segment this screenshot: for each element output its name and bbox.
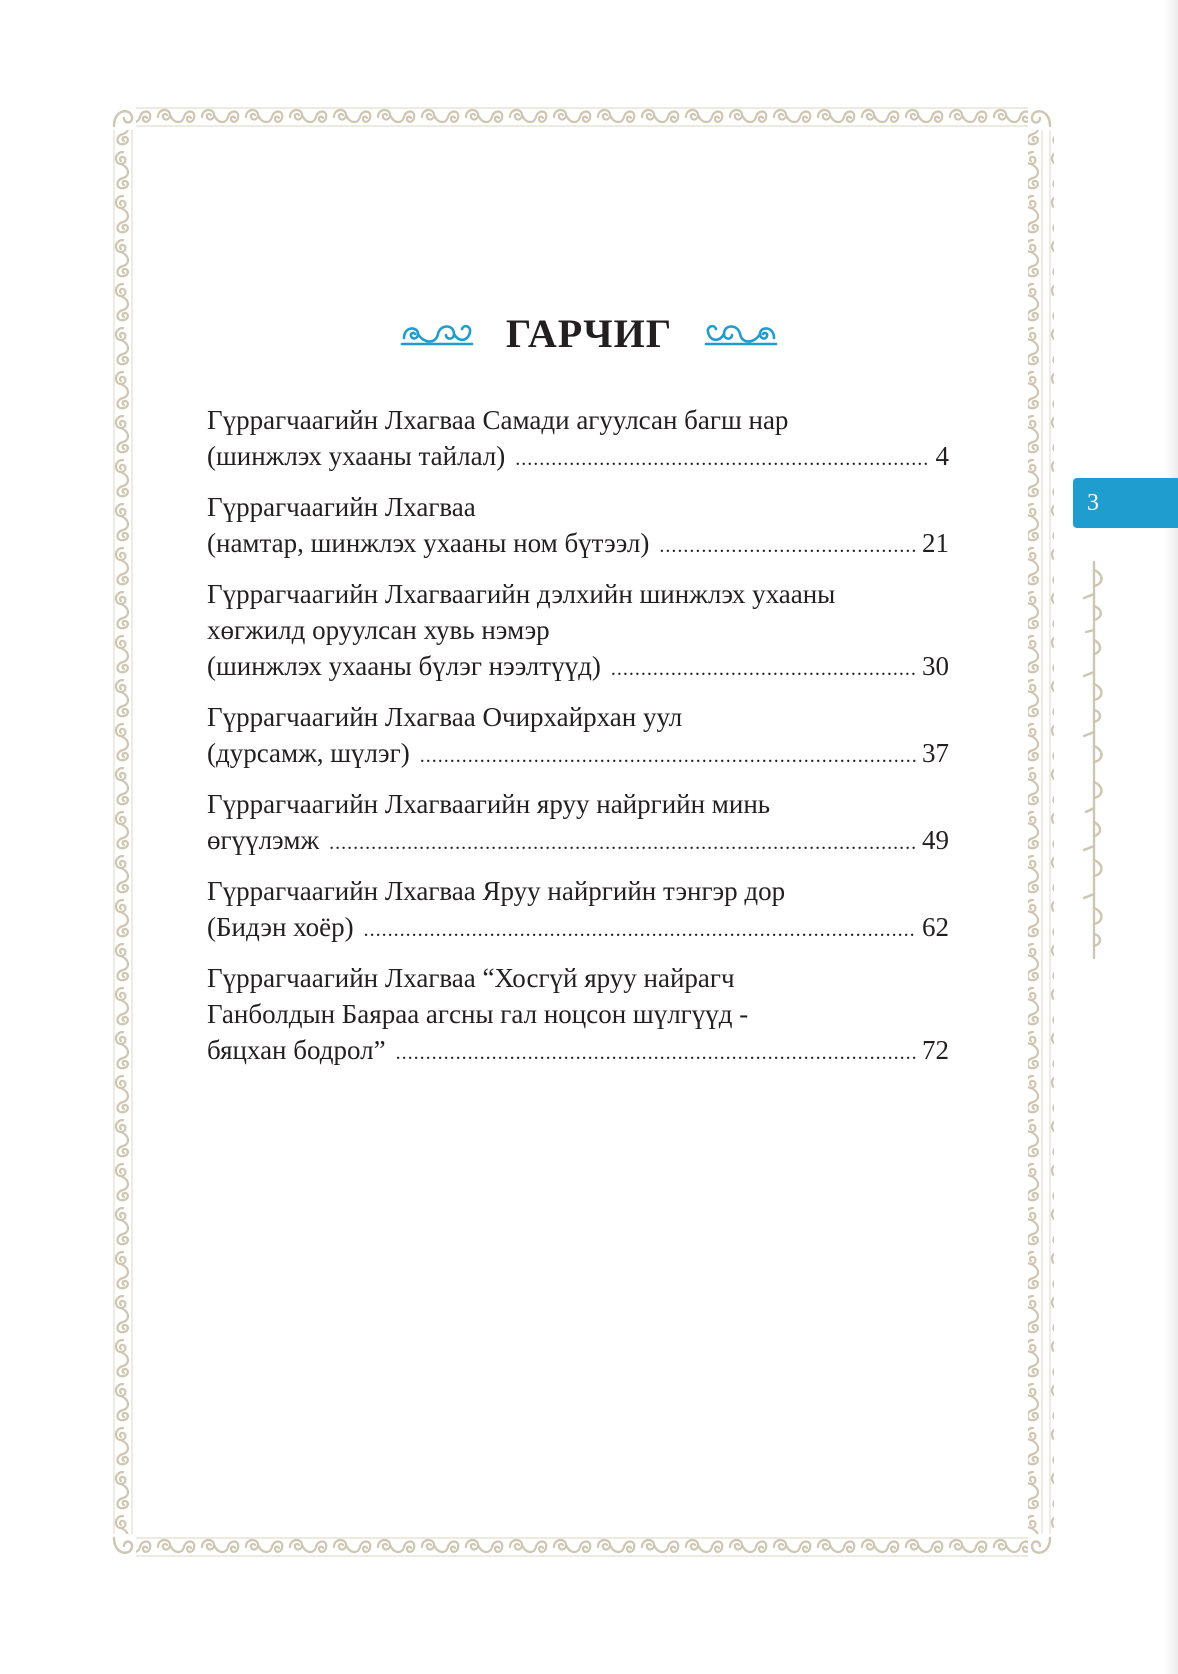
toc-page-number: 37 xyxy=(922,738,949,768)
dot-leader xyxy=(515,441,929,477)
toc-entry-title: Гүррагчаагийн Лхагваа Яруу найргийн тэнгэр дор xyxy=(207,876,786,906)
toc-entry-title: Гүррагчаагийн Лхагваа “Хосгүй яруу найрагч xyxy=(207,963,735,993)
toc-entry[interactable] xyxy=(207,489,949,564)
toc-page-number: 62 xyxy=(922,912,949,942)
toc-entry-subtitle: (шинжлэх ухааны бүлэг нээлтүүд) xyxy=(207,651,601,681)
toc-entry-subtitle: (шинжлэх ухааны тайлал) xyxy=(207,441,506,471)
toc-page-number: 49 xyxy=(922,825,949,855)
toc-entry[interactable] xyxy=(207,576,949,687)
toc-page-number: 4 xyxy=(935,441,949,471)
toc-entry-title: Гүррагчаагийн Лхагваагийн дэлхийн шинжлэх ухааны xyxy=(207,579,836,609)
left-ornament-icon xyxy=(400,318,474,348)
dot-leader xyxy=(611,651,916,687)
toc-entry-subtitle: (Бидэн хоёр) xyxy=(207,912,354,942)
page-number: 3 xyxy=(1087,490,1099,516)
dot-leader xyxy=(396,1035,916,1071)
toc-entry[interactable] xyxy=(207,699,949,774)
dot-leader xyxy=(329,825,916,861)
toc-entry-subtitle: (намтар, шинжлэх ухааны ном бүтээл) xyxy=(207,528,650,558)
dot-leader xyxy=(659,528,916,564)
toc-entry-title-continued: Ганболдын Баяраа агсны гал ноцсон шүлгүүд - xyxy=(207,999,749,1029)
toc-entry-subtitle: (дурсамж, шүлэг) xyxy=(207,738,410,768)
toc-page-number: 21 xyxy=(922,528,949,558)
toc-entry-title: Гүррагчаагийн Лхагваа xyxy=(207,492,476,522)
toc-entry[interactable] xyxy=(207,402,949,477)
toc-page-number: 30 xyxy=(922,651,949,681)
toc-entry[interactable] xyxy=(207,786,949,861)
toc-entry[interactable] xyxy=(207,960,949,1071)
page-number-tab xyxy=(1073,478,1178,528)
toc-entry-title: Гүррагчаагийн Лхагваагийн яруу найргийн минь xyxy=(207,789,771,819)
toc-entry-title: Гүррагчаагийн Лхагваа Самади агуулсан багш нар xyxy=(207,405,789,435)
page-edge xyxy=(1164,0,1178,1674)
toc-entry-title-continued: хөгжилд оруулсан хувь нэмэр xyxy=(207,615,550,645)
toc-entry-subtitle: өгүүлэмж xyxy=(207,825,320,855)
right-ornament-icon xyxy=(704,318,778,348)
toc-entry[interactable] xyxy=(207,873,949,948)
mongolian-script-running-title xyxy=(1076,560,1112,960)
dot-leader xyxy=(420,738,916,774)
dot-leader xyxy=(364,912,916,948)
toc-entry-subtitle: бяцхан бодрол” xyxy=(207,1035,386,1065)
heading-row xyxy=(0,308,1178,358)
page-title: ГАРЧИГ xyxy=(505,310,673,356)
table-of-contents xyxy=(207,402,949,1083)
toc-entry-title: Гүррагчаагийн Лхагваа Очирхайрхан уул xyxy=(207,702,683,732)
toc-page-number: 72 xyxy=(922,1035,949,1065)
